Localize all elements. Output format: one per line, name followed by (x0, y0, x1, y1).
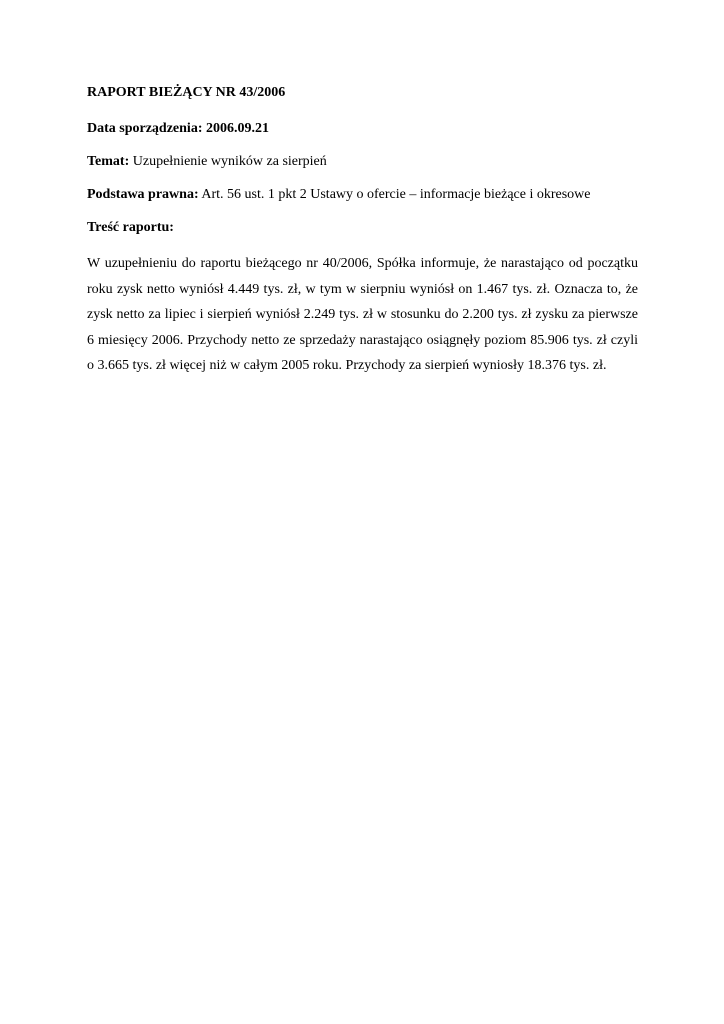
report-title: RAPORT BIEŻĄCY NR 43/2006 (87, 85, 286, 100)
report-content-label: Treść raportu: (87, 220, 174, 235)
report-topic-label: Temat: (87, 154, 130, 169)
report-legal-basis-label: Podstawa prawna: (87, 187, 199, 202)
report-topic-value: Uzupełnienie wyników za sierpień (132, 154, 327, 169)
report-legal-basis-value: Art. 56 ust. 1 pkt 2 Ustawy o ofercie – informacje bieżące i okresowe (201, 187, 591, 202)
report-date-value: 2006.09.21 (206, 121, 269, 136)
report-topic-line (87, 153, 638, 171)
report-date-line (87, 120, 638, 138)
report-legal-basis-line (87, 186, 638, 204)
report-body-text: W uzupełnieniu do raportu bieżącego nr 40/2006, Spółka informuje, że narastająco od początku roku zysk netto wyniósł 4.449 tys. zł, w tym w sierpniu wyniósł on 1.467 tys. zł. Oznacza to, że zysk netto za lipiec i sierpień wyniósł 2.249 tys. zł w stosunku do 2.200 tys. zł zysku za pierwsze 6 miesięcy 2006. Przychody netto ze sprzedaży narastająco osiągnęły poziom 85.906 tys. zł czyli o 3.665 tys. zł więcej niż w całym 2005 roku. Przychody za sierpień wyniosły 18.376 tys. zł. (87, 256, 638, 374)
document-page (87, 84, 638, 379)
report-date-label: Data sporządzenia: (87, 121, 203, 136)
